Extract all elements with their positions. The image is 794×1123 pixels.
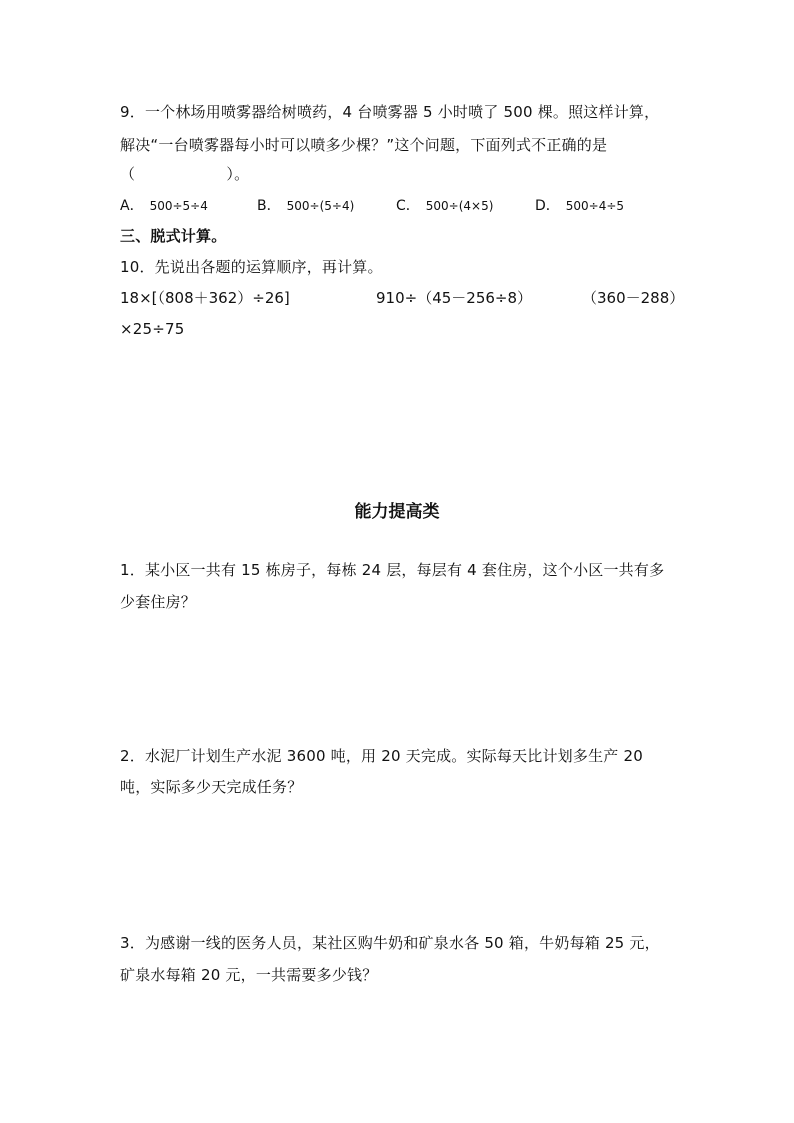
q9-option-c (396, 196, 493, 216)
q10-prompt: 10．先说出各题的运算顺序，再计算。 (120, 258, 383, 276)
q9-line-2: 解决“一台喷雾器每小时可以喷多少棵？”这个问题，下面列式不正确的是 (120, 136, 608, 154)
ability-q1-line-2: 少套住房？ (120, 593, 197, 611)
ability-q1-line-1: 1．某小区一共有 15 栋房子，每栋 24 层，每层有 4 套住房，这个小区一共有多 (120, 561, 665, 579)
option-expression: 500÷5÷4 (149, 199, 208, 213)
calc-expression-3-part-1: （360－288） (582, 289, 685, 307)
option-letter: C． (396, 198, 420, 214)
q9-line-1: 9．一个林场用喷雾器给树喷药，4 台喷雾器 5 小时喷了 500 棵。照这样计算， (120, 103, 660, 121)
q9-option-a (120, 196, 208, 216)
ability-q3-line-1: 3．为感谢一线的医务人员，某社区购牛奶和矿泉水各 50 箱，牛奶每箱 25 元， (120, 934, 660, 952)
q9-option-d (535, 196, 624, 216)
calc-expression-3-part-2: ×25÷75 (120, 320, 185, 338)
q9-options (120, 196, 680, 216)
option-expression: 500÷(5÷4) (286, 199, 355, 213)
option-letter: D． (535, 198, 560, 214)
q9-option-b (257, 196, 354, 216)
ability-section-title: 能力提高类 (354, 502, 440, 522)
section-3-heading: 三、脱式计算。 (120, 227, 227, 245)
calc-expression-1: 18×[（808＋362）÷26] (120, 289, 290, 307)
ability-q3-line-2: 矿泉水每箱 20 元，一共需要多少钱？ (120, 966, 378, 984)
option-letter: A． (120, 198, 144, 214)
calc-expression-2: 910÷（45－256÷8） (376, 289, 533, 307)
ability-q2-line-1: 2．水泥厂计划生产水泥 3600 吨，用 20 天完成。实际每天比计划多生产 20 (120, 747, 643, 765)
option-letter: B． (257, 198, 281, 214)
option-expression: 500÷4÷5 (565, 199, 625, 213)
option-expression: 500÷(4×5) (425, 199, 494, 213)
q9-line-3: （ ）。 (120, 165, 250, 183)
ability-q2-line-2: 吨，实际多少天完成任务？ (120, 778, 303, 796)
